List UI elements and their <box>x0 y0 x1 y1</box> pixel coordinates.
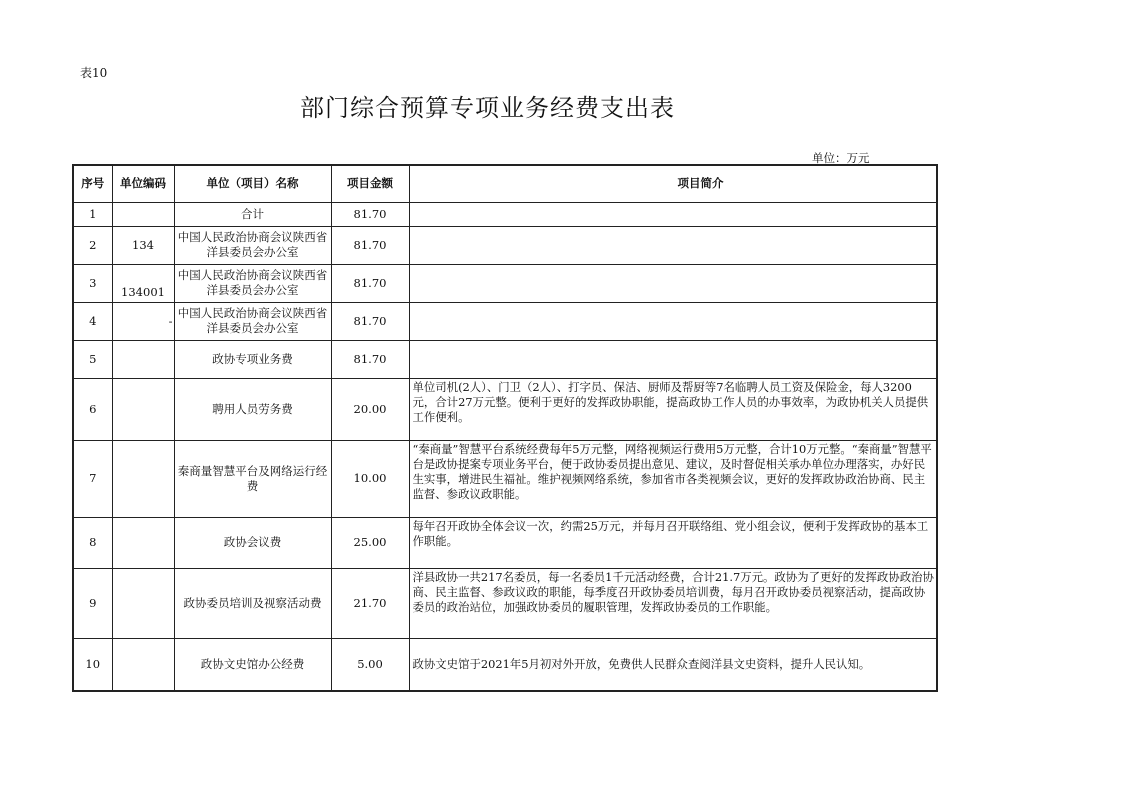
row-amount: 81.70 <box>331 340 409 378</box>
row-no: 10 <box>73 638 112 691</box>
row-no: 5 <box>73 340 112 378</box>
row-code <box>112 202 174 226</box>
header-amount: 项目金额 <box>331 165 409 202</box>
table-row <box>73 638 937 691</box>
table-row <box>73 226 937 264</box>
row-desc: “秦商量”智慧平台系统经费每年5万元整，网络视频运行费用5万元整，合计10万元整。“秦商量”智慧平台是政协提案专项业务平台，便于政协委员提出意见、建议，及时督促相关承办单位办理落实，办好民生实事，增进民生福祉。维护视频网络系统，参加省市各类视频会议，更好的发挥政协政治协商、民主监督、参政议政职能。 <box>409 440 937 517</box>
row-desc <box>409 264 937 302</box>
row-code <box>112 517 174 568</box>
row-code <box>112 568 174 638</box>
row-amount: 81.70 <box>331 202 409 226</box>
row-desc <box>409 226 937 264</box>
header-desc: 项目简介 <box>409 165 937 202</box>
table-row <box>73 340 937 378</box>
row-name: 中国人民政治协商会议陕西省洋县委员会办公室 <box>174 226 331 264</box>
table-row <box>73 440 937 517</box>
row-desc: 洋县政协一共217名委员，每一名委员1千元活动经费，合计21.7万元。政协为了更好的发挥政协政治协商、民主监督、参政议政的职能，每季度召开政协委员培训费，每月召开政协委员视察活动，提高政协委员的政治站位，加强政协委员的履职管理，发挥政协委员的工作职能。 <box>409 568 937 638</box>
row-name: 政协文史馆办公经费 <box>174 638 331 691</box>
page-title: 部门综合预算专项业务经费支出表 <box>300 94 675 122</box>
table-row <box>73 202 937 226</box>
row-name: 政协委员培训及视察活动费 <box>174 568 331 638</box>
budget-table <box>72 164 938 692</box>
row-no: 2 <box>73 226 112 264</box>
row-code <box>112 378 174 440</box>
header-name: 单位（项目）名称 <box>174 165 331 202</box>
header-row <box>73 165 937 202</box>
row-no: 1 <box>73 202 112 226</box>
row-code: 134001 <box>112 264 174 302</box>
row-code <box>112 340 174 378</box>
row-no: 6 <box>73 378 112 440</box>
row-amount: 25.00 <box>331 517 409 568</box>
table-row <box>73 378 937 440</box>
row-desc <box>409 202 937 226</box>
row-name: 政协专项业务费 <box>174 340 331 378</box>
unit-label: 单位：万元 <box>812 151 870 165</box>
row-no: 3 <box>73 264 112 302</box>
row-desc: 每年召开政协全体会议一次，约需25万元，并每月召开联络组、党小组会议，便利于发挥政协的基本工作职能。 <box>409 517 937 568</box>
row-name: 合计 <box>174 202 331 226</box>
row-desc <box>409 302 937 340</box>
row-name: 中国人民政治协商会议陕西省洋县委员会办公室 <box>174 302 331 340</box>
row-name: 聘用人员劳务费 <box>174 378 331 440</box>
row-no: 9 <box>73 568 112 638</box>
row-no: 4 <box>73 302 112 340</box>
table-row <box>73 264 937 302</box>
row-name: 中国人民政治协商会议陕西省洋县委员会办公室 <box>174 264 331 302</box>
header-no: 序号 <box>73 165 112 202</box>
row-name: 秦商量智慧平台及网络运行经费 <box>174 440 331 517</box>
table-row <box>73 568 937 638</box>
row-amount: 81.70 <box>331 226 409 264</box>
row-no: 7 <box>73 440 112 517</box>
row-amount: 81.70 <box>331 302 409 340</box>
table-row <box>73 302 937 340</box>
row-desc: 单位司机(2人）、门卫（2人）、打字员、保洁、厨师及帮厨等7名临聘人员工资及保险金，每人3200元，合计27万元整。便利于更好的发挥政协职能，提高政协工作人员的办事效率，为政协机关人员提供工作便利。 <box>409 378 937 440</box>
header-code: 单位编码 <box>112 165 174 202</box>
row-code: - <box>112 302 174 340</box>
row-amount: 5.00 <box>331 638 409 691</box>
row-amount: 10.00 <box>331 440 409 517</box>
row-code <box>112 440 174 517</box>
row-code: 134 <box>112 226 174 264</box>
row-amount: 21.70 <box>331 568 409 638</box>
row-name: 政协会议费 <box>174 517 331 568</box>
row-code <box>112 638 174 691</box>
row-desc: 政协文史馆于2021年5月初对外开放，免费供人民群众查阅洋县文史资料，提升人民认知。 <box>409 638 937 691</box>
row-amount: 20.00 <box>331 378 409 440</box>
table-row <box>73 517 937 568</box>
row-no: 8 <box>73 517 112 568</box>
row-amount: 81.70 <box>331 264 409 302</box>
row-desc <box>409 340 937 378</box>
table-number: 表10 <box>80 66 108 80</box>
